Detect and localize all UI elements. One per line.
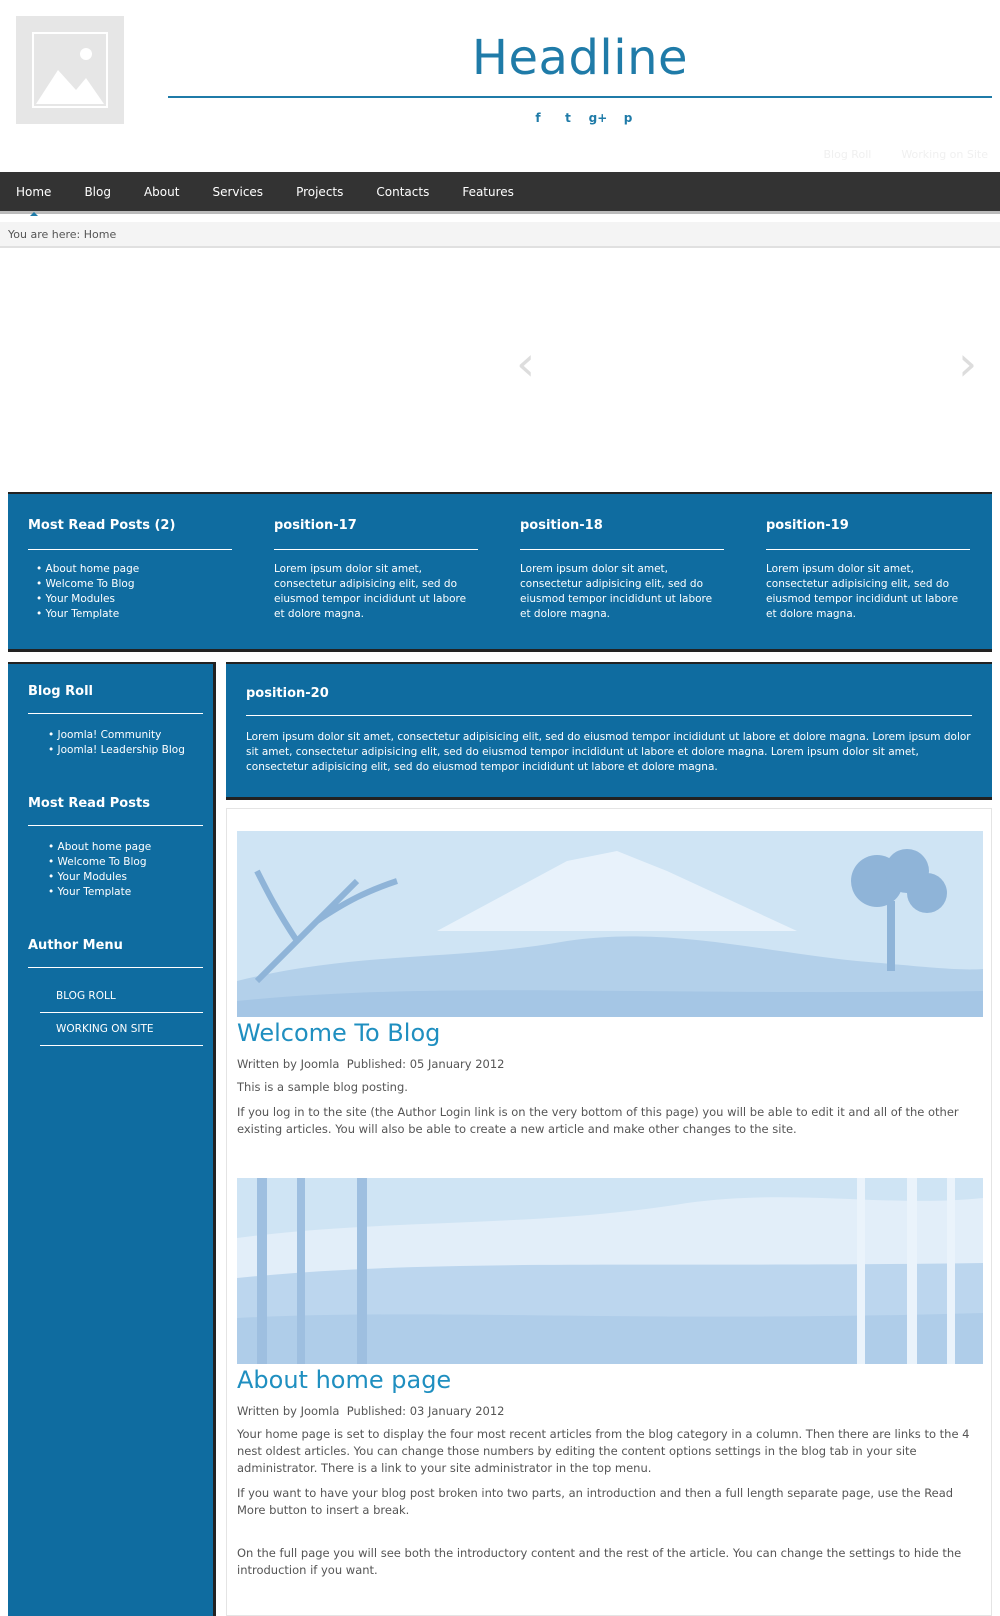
image-placeholder-icon	[32, 32, 108, 108]
module-title: Most Read Posts (2)	[28, 518, 232, 550]
nav-item-about[interactable]: About	[143, 184, 180, 199]
list-item[interactable]: • Your Template	[48, 885, 203, 900]
list-item[interactable]: • Your Template	[36, 607, 232, 622]
module-text: Lorem ipsum dolor sit amet, consectetur adipisicing elit, sed do eiusmod tempor incididunt ut labore et dolore magna. Lorem ipsum dolor sit amet, consectetur adipisicing elit, sed do eiusmod tempor incididunt ut labore et dolore magna. Lorem ipsum dolor sit amet, consectetur adipisicing elit, sed do eiusmod tempor incididunt ut labore et dolore magna.	[246, 731, 971, 773]
article-title[interactable]: About home page	[237, 1366, 452, 1394]
nav-item-features[interactable]: Features	[462, 184, 514, 199]
article-paragraph: If you want to have your blog post broken into two parts, an introduction and then a full length separate page, use the Read More button to insert a break.	[237, 1486, 954, 1517]
list-item[interactable]: • Your Modules	[36, 592, 232, 607]
article-title[interactable]: Welcome To Blog	[237, 1019, 441, 1047]
article-meta	[237, 1057, 981, 1071]
headline-divider	[168, 96, 992, 98]
author-menu-title: Author Menu	[28, 938, 203, 968]
social-links	[530, 110, 636, 126]
nav-item-services[interactable]: Services	[212, 184, 264, 199]
logo-placeholder[interactable]	[16, 16, 124, 124]
module-title: position-17	[274, 518, 478, 550]
article-author: Written by Joomla	[237, 1404, 340, 1418]
article-date: Published: 03 January 2012	[346, 1404, 505, 1418]
article-paragraph: On the full page you will see both the introductory content and the rest of the article. You can change the settings to hide the introduction if you want.	[237, 1546, 962, 1577]
blog-roll-title: Blog Roll	[28, 684, 203, 714]
list-item[interactable]: • Welcome To Blog	[48, 855, 203, 870]
nav-item-home[interactable]: Home	[16, 184, 52, 199]
most-read-title: Most Read Posts	[28, 796, 203, 826]
article-author: Written by Joomla	[237, 1057, 340, 1071]
twitter-icon[interactable]: t	[565, 111, 571, 125]
article	[237, 1178, 981, 1579]
main-nav	[0, 172, 1000, 214]
top-modules-band	[8, 492, 992, 652]
author-menu	[40, 980, 203, 1046]
module-title: position-18	[520, 518, 724, 550]
position-20-module	[226, 662, 992, 800]
position-17-module	[274, 494, 478, 649]
nav-item-blog[interactable]: Blog	[84, 184, 111, 199]
list-item[interactable]: • Your Modules	[48, 870, 203, 885]
main-content	[226, 808, 992, 1616]
article-image	[237, 1178, 983, 1364]
list-item[interactable]: • About home page	[48, 840, 203, 855]
top-links	[824, 148, 989, 161]
article-meta	[237, 1404, 981, 1418]
list-item[interactable]: • About home page	[36, 562, 232, 577]
list-item[interactable]: • Joomla! Leadership Blog	[48, 743, 203, 758]
article-date: Published: 05 January 2012	[346, 1057, 505, 1071]
google-plus-icon[interactable]: g+	[588, 111, 608, 125]
nav-item-projects[interactable]: Projects	[296, 184, 344, 199]
nav-item-contacts[interactable]: Contacts	[376, 184, 430, 199]
article-image	[237, 831, 983, 1017]
breadcrumb: You are here: Home	[0, 222, 1000, 248]
module-text: Lorem ipsum dolor sit amet, consectetur adipisicing elit, sed do eiusmod tempor incididunt ut labore et dolore magna.	[766, 563, 959, 620]
left-sidebar	[8, 662, 216, 1616]
module-title: position-20	[246, 686, 972, 716]
most-read-module	[28, 494, 232, 649]
article	[237, 831, 981, 1138]
article-paragraph: This is a sample blog posting.	[237, 1080, 408, 1094]
list-item[interactable]: • Welcome To Blog	[36, 577, 232, 592]
page-headline: Headline	[471, 30, 689, 86]
top-link-blog-roll[interactable]: Blog Roll	[823, 148, 872, 161]
pinterest-icon[interactable]: p	[623, 111, 633, 125]
position-18-module	[520, 494, 724, 649]
slider-prev-icon[interactable]: ‹	[516, 336, 536, 392]
top-link-working-on-site[interactable]: Working on Site	[901, 148, 988, 161]
author-menu-item-working-on-site[interactable]: WORKING ON SITE	[40, 1013, 203, 1046]
slider-next-icon[interactable]: ›	[958, 336, 978, 392]
position-19-module	[766, 494, 970, 649]
author-menu-item-blog-roll[interactable]: BLOG ROLL	[40, 980, 203, 1013]
module-text: Lorem ipsum dolor sit amet, consectetur adipisicing elit, sed do eiusmod tempor incididunt ut labore et dolore magna.	[274, 563, 467, 620]
module-title: position-19	[766, 518, 970, 550]
article-paragraph: If you log in to the site (the Author Login link is on the very bottom of this page) you will be able to edit it and all of the other existing articles. You will also be able to create a new article and make other changes to the site.	[237, 1105, 959, 1136]
module-text: Lorem ipsum dolor sit amet, consectetur adipisicing elit, sed do eiusmod tempor incididunt ut labore et dolore magna.	[520, 563, 713, 620]
article-paragraph: Your home page is set to display the four most recent articles from the blog category in a column. Then there are links to the 4 nest oldest articles. You can change those numbers by editing the content options settings in the blog tab in your site administrator. There is a link to your site administrator in the top menu.	[237, 1427, 970, 1475]
facebook-icon[interactable]: f	[535, 111, 541, 125]
list-item[interactable]: • Joomla! Community	[48, 728, 203, 743]
